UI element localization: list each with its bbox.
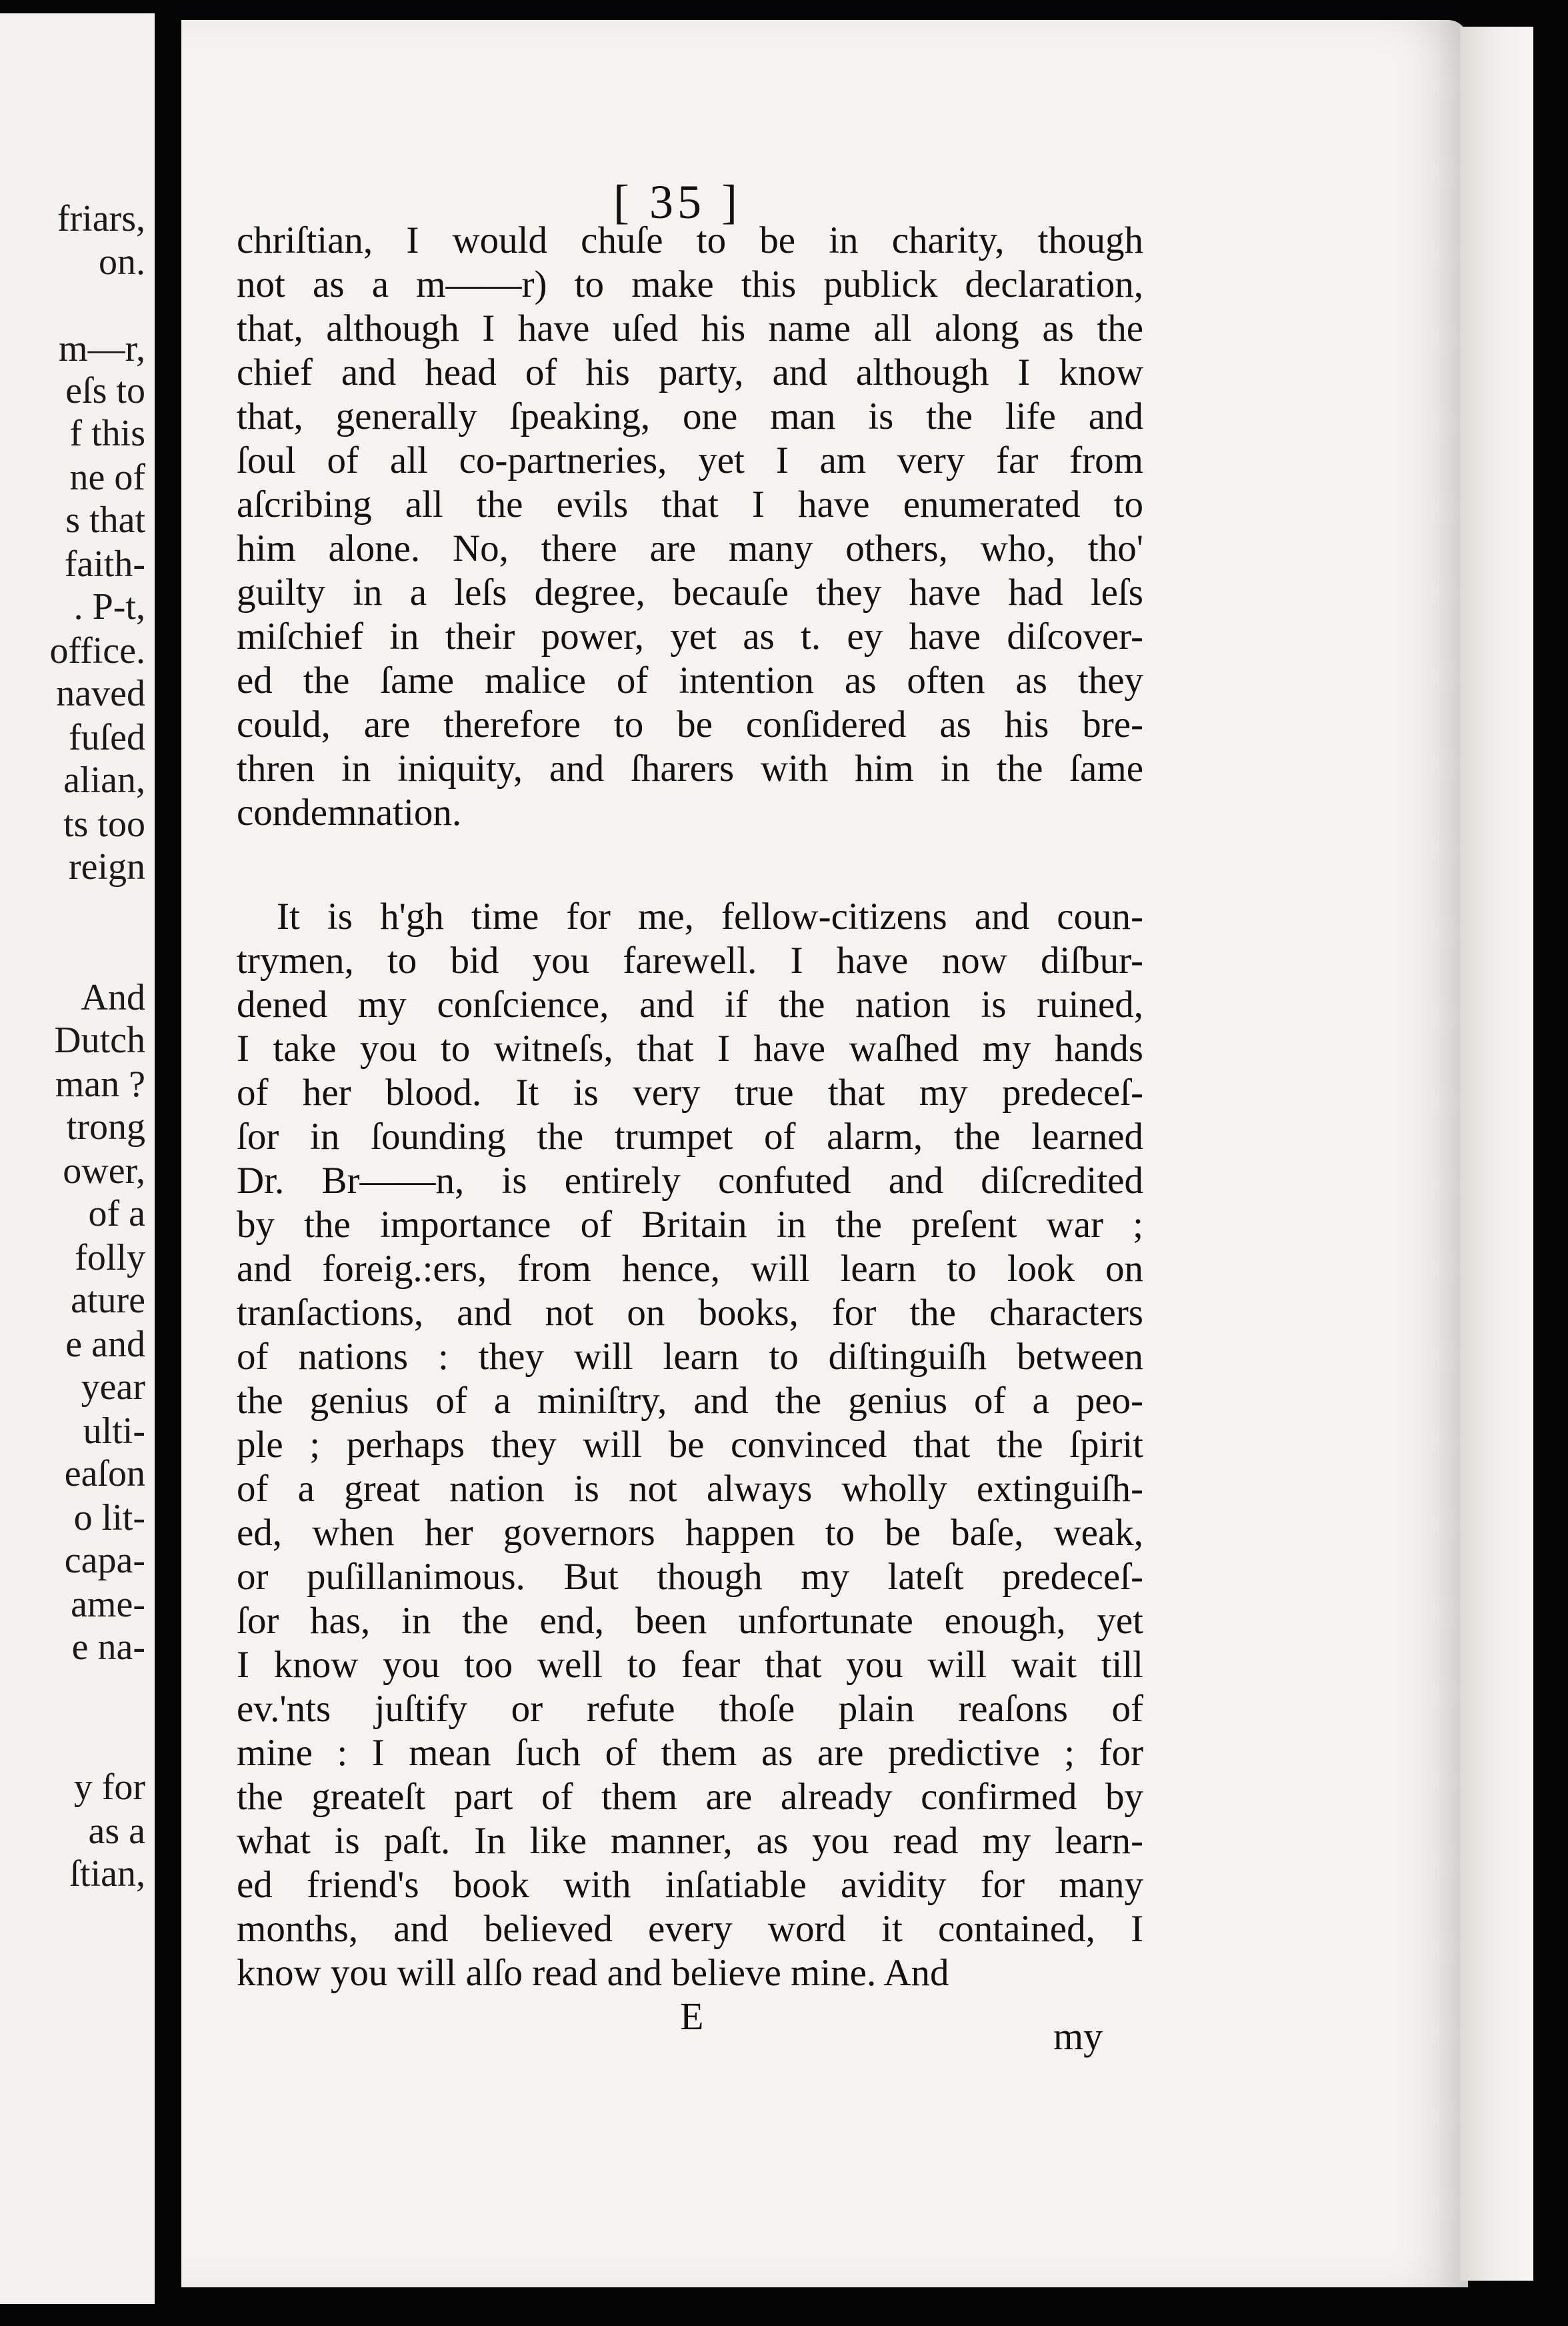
previous-page-line: capa- [64,1540,145,1581]
previous-page-line: f this [69,413,145,454]
text-line: the genius of a miniſtry, and the genius of a peo- [237,1380,1143,1422]
text-line: guilty in a leſs degree, becauſe they have had leſs [237,571,1143,614]
text-line: of a great nation is not always wholly extinguiſh- [237,1468,1143,1510]
previous-page-line: ne of [69,457,145,498]
previous-page-line: naved [56,673,145,714]
text-line: chriſtian, I would chuſe to be in charity, though [237,219,1143,261]
text-line: could, are therefore to be conſidered as his bre- [237,704,1143,746]
previous-page-line: ame- [71,1584,145,1625]
body-text [237,219,1143,1995]
text-line: I take you to witneſs, that I have waſhed my hands [237,1028,1143,1070]
text-line: ple ; perhaps they will be convinced that the ſpirit [237,1424,1143,1466]
text-line: condemnation. [237,792,462,834]
text-line: ed, when her governors happen to be baſe, weak, [237,1512,1143,1554]
previous-page-line: year [81,1366,145,1408]
previous-page-line: . P-t, [73,586,145,628]
text-line: dened my conſcience, and if the nation is ruined, [237,984,1143,1026]
signature-mark: E [680,1995,704,2038]
page-edge [1460,27,1533,2281]
previous-page-line: trong [66,1106,145,1148]
previous-page-line: eaſon [64,1453,145,1494]
text-line: that, although I have uſed his name all along as the [237,307,1143,349]
previous-page-line: folly [75,1237,145,1278]
text-line: ed friend's book with inſatiable avidity for many [237,1864,1143,1906]
text-line: what is paſt. In like manner, as you read my learn- [237,1820,1143,1862]
text-line: months, and believed every word it contained, I [237,1908,1143,1950]
previous-page-line: e na- [71,1626,145,1668]
previous-page-line: o lit- [73,1497,145,1538]
text-line: of her blood. It is very true that my predeceſ- [237,1072,1143,1114]
previous-page-line: of a [88,1193,145,1234]
paragraph-2 [237,895,1143,1995]
previous-page-line: Dutch [54,1020,145,1061]
text-line: ſor in ſounding the trumpet of alarm, the learned [237,1116,1143,1158]
text-line: of nations : they will learn to diſtinguiſh between [237,1336,1143,1378]
previous-page-line: s that [65,499,145,541]
text-line: tranſactions, and not on books, for the characters [237,1292,1143,1334]
text-line: miſchief in their power, yet as t. ey have diſcover- [237,616,1143,658]
previous-page-line: as a [88,1811,145,1852]
text-line: Dr. Br——n, is entirely confuted and diſcredited [237,1160,1143,1202]
catchword: my [1053,2015,1103,2058]
text-line: It is h'gh time for me, fellow-citizens and coun- [277,896,1143,938]
previous-page-line: man ? [55,1064,145,1105]
previous-page-line: friars, [57,198,145,239]
previous-page-line: eſs to [65,370,145,411]
text-line: or puſillanimous. But though my lateſt predeceſ- [237,1556,1143,1598]
previous-page-line: ulti- [83,1410,145,1452]
text-line: know you will alſo read and believe mine. And [237,1952,949,1994]
previous-page-line: ts too [63,804,145,845]
text-line: mine : I mean ſuch of them as are predictive ; for [237,1732,1143,1774]
previous-page-line: And [81,977,145,1018]
text-line: ſoul of all co-partneries, yet I am very far from [237,439,1143,481]
page-number: [ 35 ] [613,175,741,229]
previous-page-line: ature [71,1280,145,1321]
previous-page-line: ſtian, [69,1853,145,1895]
text-line: by the importance of Britain in the preſent war ; [237,1204,1143,1246]
text-line: and foreig.:ers, from hence, will learn to look on [237,1248,1143,1290]
previous-page-line: fuſed [68,717,145,758]
previous-page-line: y for [73,1767,145,1808]
text-line: chief and head of his party, and although I know [237,351,1143,393]
text-line: ſor has, in the end, been unfortunate enough, yet [237,1600,1143,1642]
previous-page-line: reign [68,846,145,888]
previous-page-line: office. [49,630,145,672]
previous-page-line: alian, [63,760,145,801]
text-line: I know you too well to fear that you will wait till [237,1644,1143,1686]
previous-page-line: m—r, [59,328,145,369]
text-line: ev.'nts juſtify or refute thoſe plain reaſons of [237,1688,1143,1730]
previous-page-line: faith- [64,543,145,585]
text-line: aſcribing all the evils that I have enumerated to [237,483,1143,525]
paragraph-1 [237,219,1143,835]
text-line: him alone. No, there are many others, who, tho' [237,527,1143,569]
text-line: ed the ſame malice of intention as often as they [237,660,1143,702]
text-line: thren in iniquity, and ſharers with him in the ſame [237,748,1143,790]
previous-page-fragment [0,13,155,2304]
text-line: the greateſt part of them are already confirmed by [237,1776,1143,1818]
previous-page-line: ower, [63,1150,145,1192]
text-line: trymen, to bid you farewell. I have now diſbur- [237,940,1143,982]
previous-page-line: e and [65,1324,145,1365]
text-line: that, generally ſpeaking, one man is the life and [237,395,1143,437]
text-line: not as a m——r) to make this publick declaration, [237,263,1143,305]
previous-page-line: on. [99,241,145,283]
